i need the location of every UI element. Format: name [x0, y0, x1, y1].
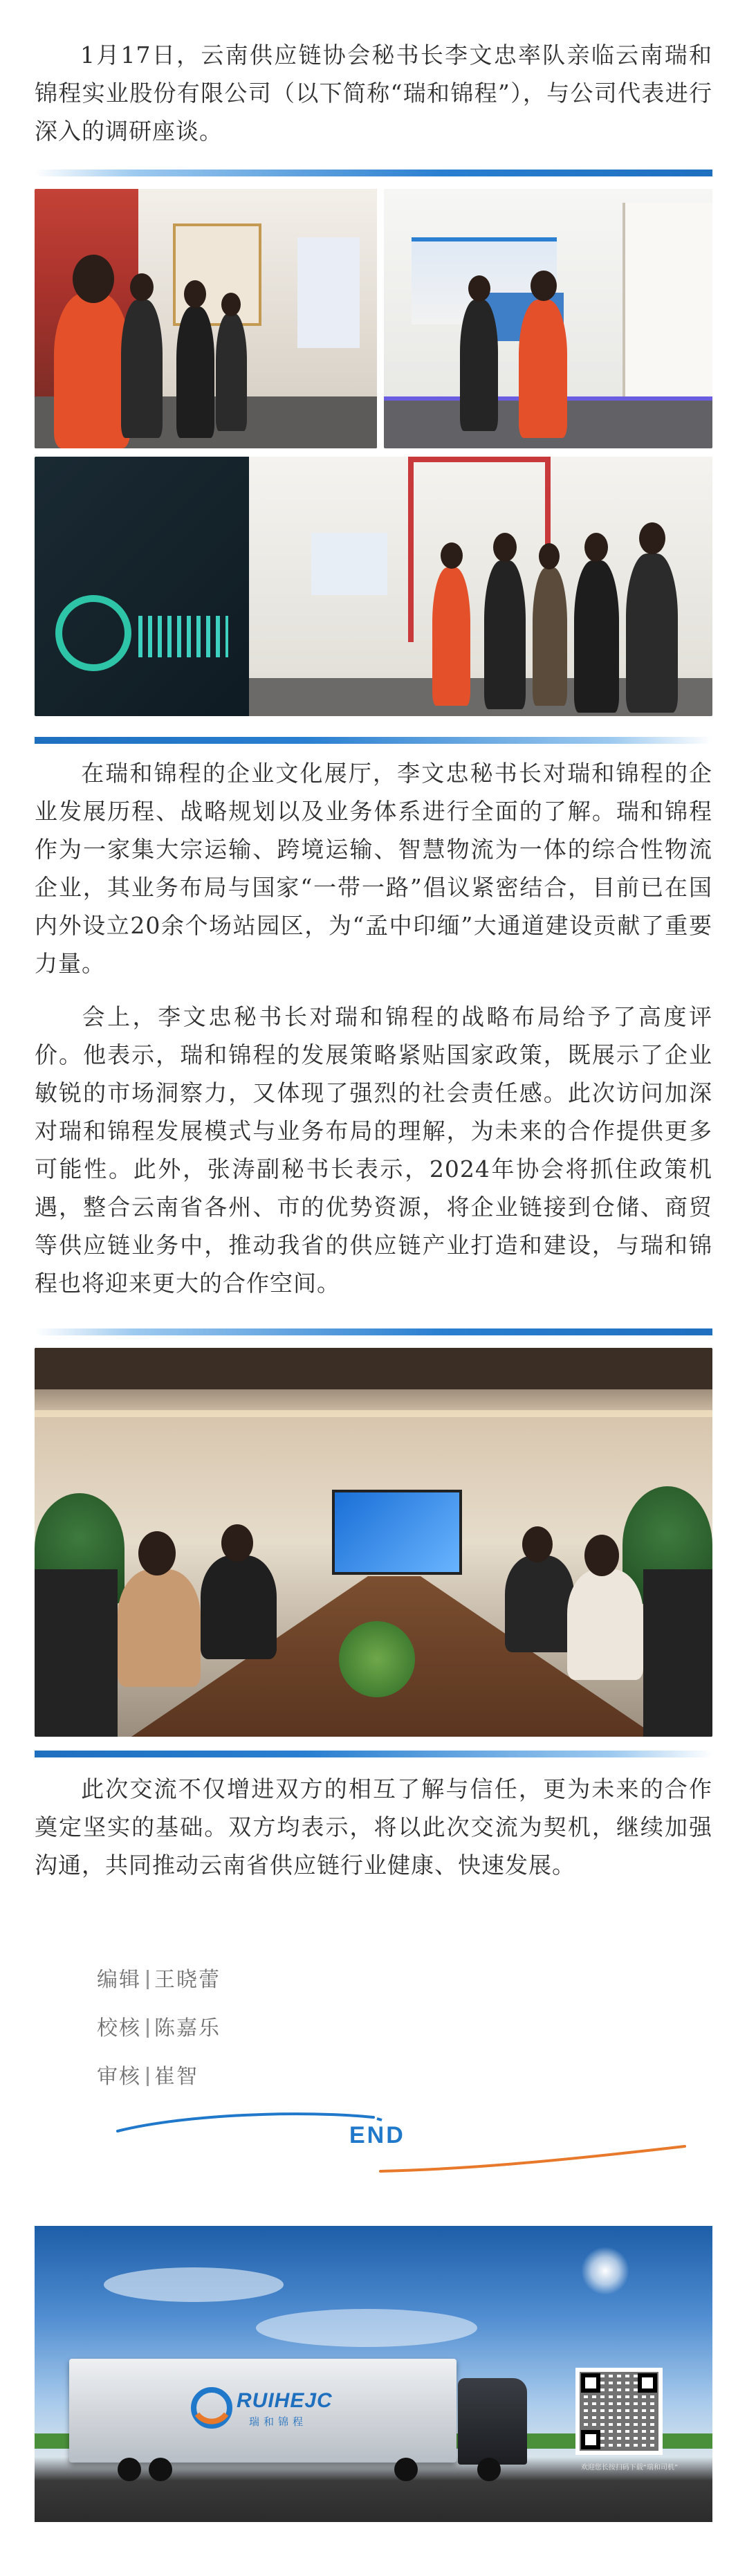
credit-proofreader: 校核 陈嘉乐 — [97, 2016, 221, 2040]
photo-meeting-room — [35, 1348, 712, 1737]
frame-bottom-line — [35, 737, 712, 744]
qr-caption: 欢迎您长按扫码下载“瑞和司机” — [580, 2464, 679, 2472]
photo-exhibition-bottom — [35, 457, 712, 716]
truck-cab — [458, 2378, 527, 2465]
photo-exhibition-left — [35, 189, 377, 448]
credit-reviewer: 审核 崔智 — [97, 2065, 199, 2089]
company-logo-icon — [190, 2386, 233, 2429]
meeting-text: 会上，李文忠秘书长对瑞和锦程的战略布局给予了高度评价。他表示，瑞和锦程的发展策略紧贴国家政策，既展示了企业敏锐的市场洞察力，又体现了强烈的社会责任感。此次访问加深对瑞和锦程发展模式与业务布局的理解，为未来的合作提供更多可能性。此外，张涛副秘书长表示，2024年协会将抓住政策机遇，整合云南省各州、市的优势资源，将企业链接到仓储、商贸等供应链业务中，推动我省的供应链产业打造和建设，与瑞和锦程也将迎来更大的合作空间。 — [35, 1003, 712, 1297]
company-banner — [35, 2226, 712, 2522]
photo-exhibition-right — [384, 189, 712, 448]
photo-block-meeting — [35, 1328, 712, 1757]
frame-top-line — [35, 1328, 712, 1335]
closing-text: 此次交流不仅增进双方的相互了解与信任，更为未来的合作奠定坚实的基础。双方均表示，将以此次交流为契机，继续加强沟通，共同推动云南省供应链行业健康、快速发展。 — [35, 1775, 712, 1879]
logo-subtext: 瑞和锦程 — [249, 2415, 308, 2428]
end-label: END — [349, 2122, 405, 2148]
closing-paragraph — [35, 1770, 712, 1884]
photo-block-exhibition — [35, 170, 712, 744]
meeting-paragraph — [35, 998, 712, 1302]
exhibition-text: 在瑞和锦程的企业文化展厅，李文忠秘书长对瑞和锦程的企业发展历程、战略规划以及业务体系进行全面的了解。瑞和锦程作为一家集大宗运输、跨境运输、智慧物流为一体的综合性物流企业，其业务布局与国家“一带一路”倡议紧密结合，目前已在国内外设立20余个场站园区，为“孟中印缅”大通道建设贡献了重要力量。 — [35, 760, 712, 977]
credit-editor: 编辑 王晓蕾 — [97, 1968, 221, 1992]
frame-top-line — [35, 170, 712, 176]
logo-text: RUIHEJC — [237, 2389, 333, 2412]
frame-bottom-line — [35, 1751, 712, 1757]
exhibition-paragraph — [35, 754, 712, 983]
intro-paragraph — [35, 36, 712, 150]
intro-text: 1月17日，云南供应链协会秘书长李文忠率队亲临云南瑞和锦程实业股份有限公司（以下简称“瑞和锦程”），与公司代表进行深入的调研座谈。 — [35, 42, 712, 145]
qr-code[interactable] — [575, 2368, 663, 2455]
